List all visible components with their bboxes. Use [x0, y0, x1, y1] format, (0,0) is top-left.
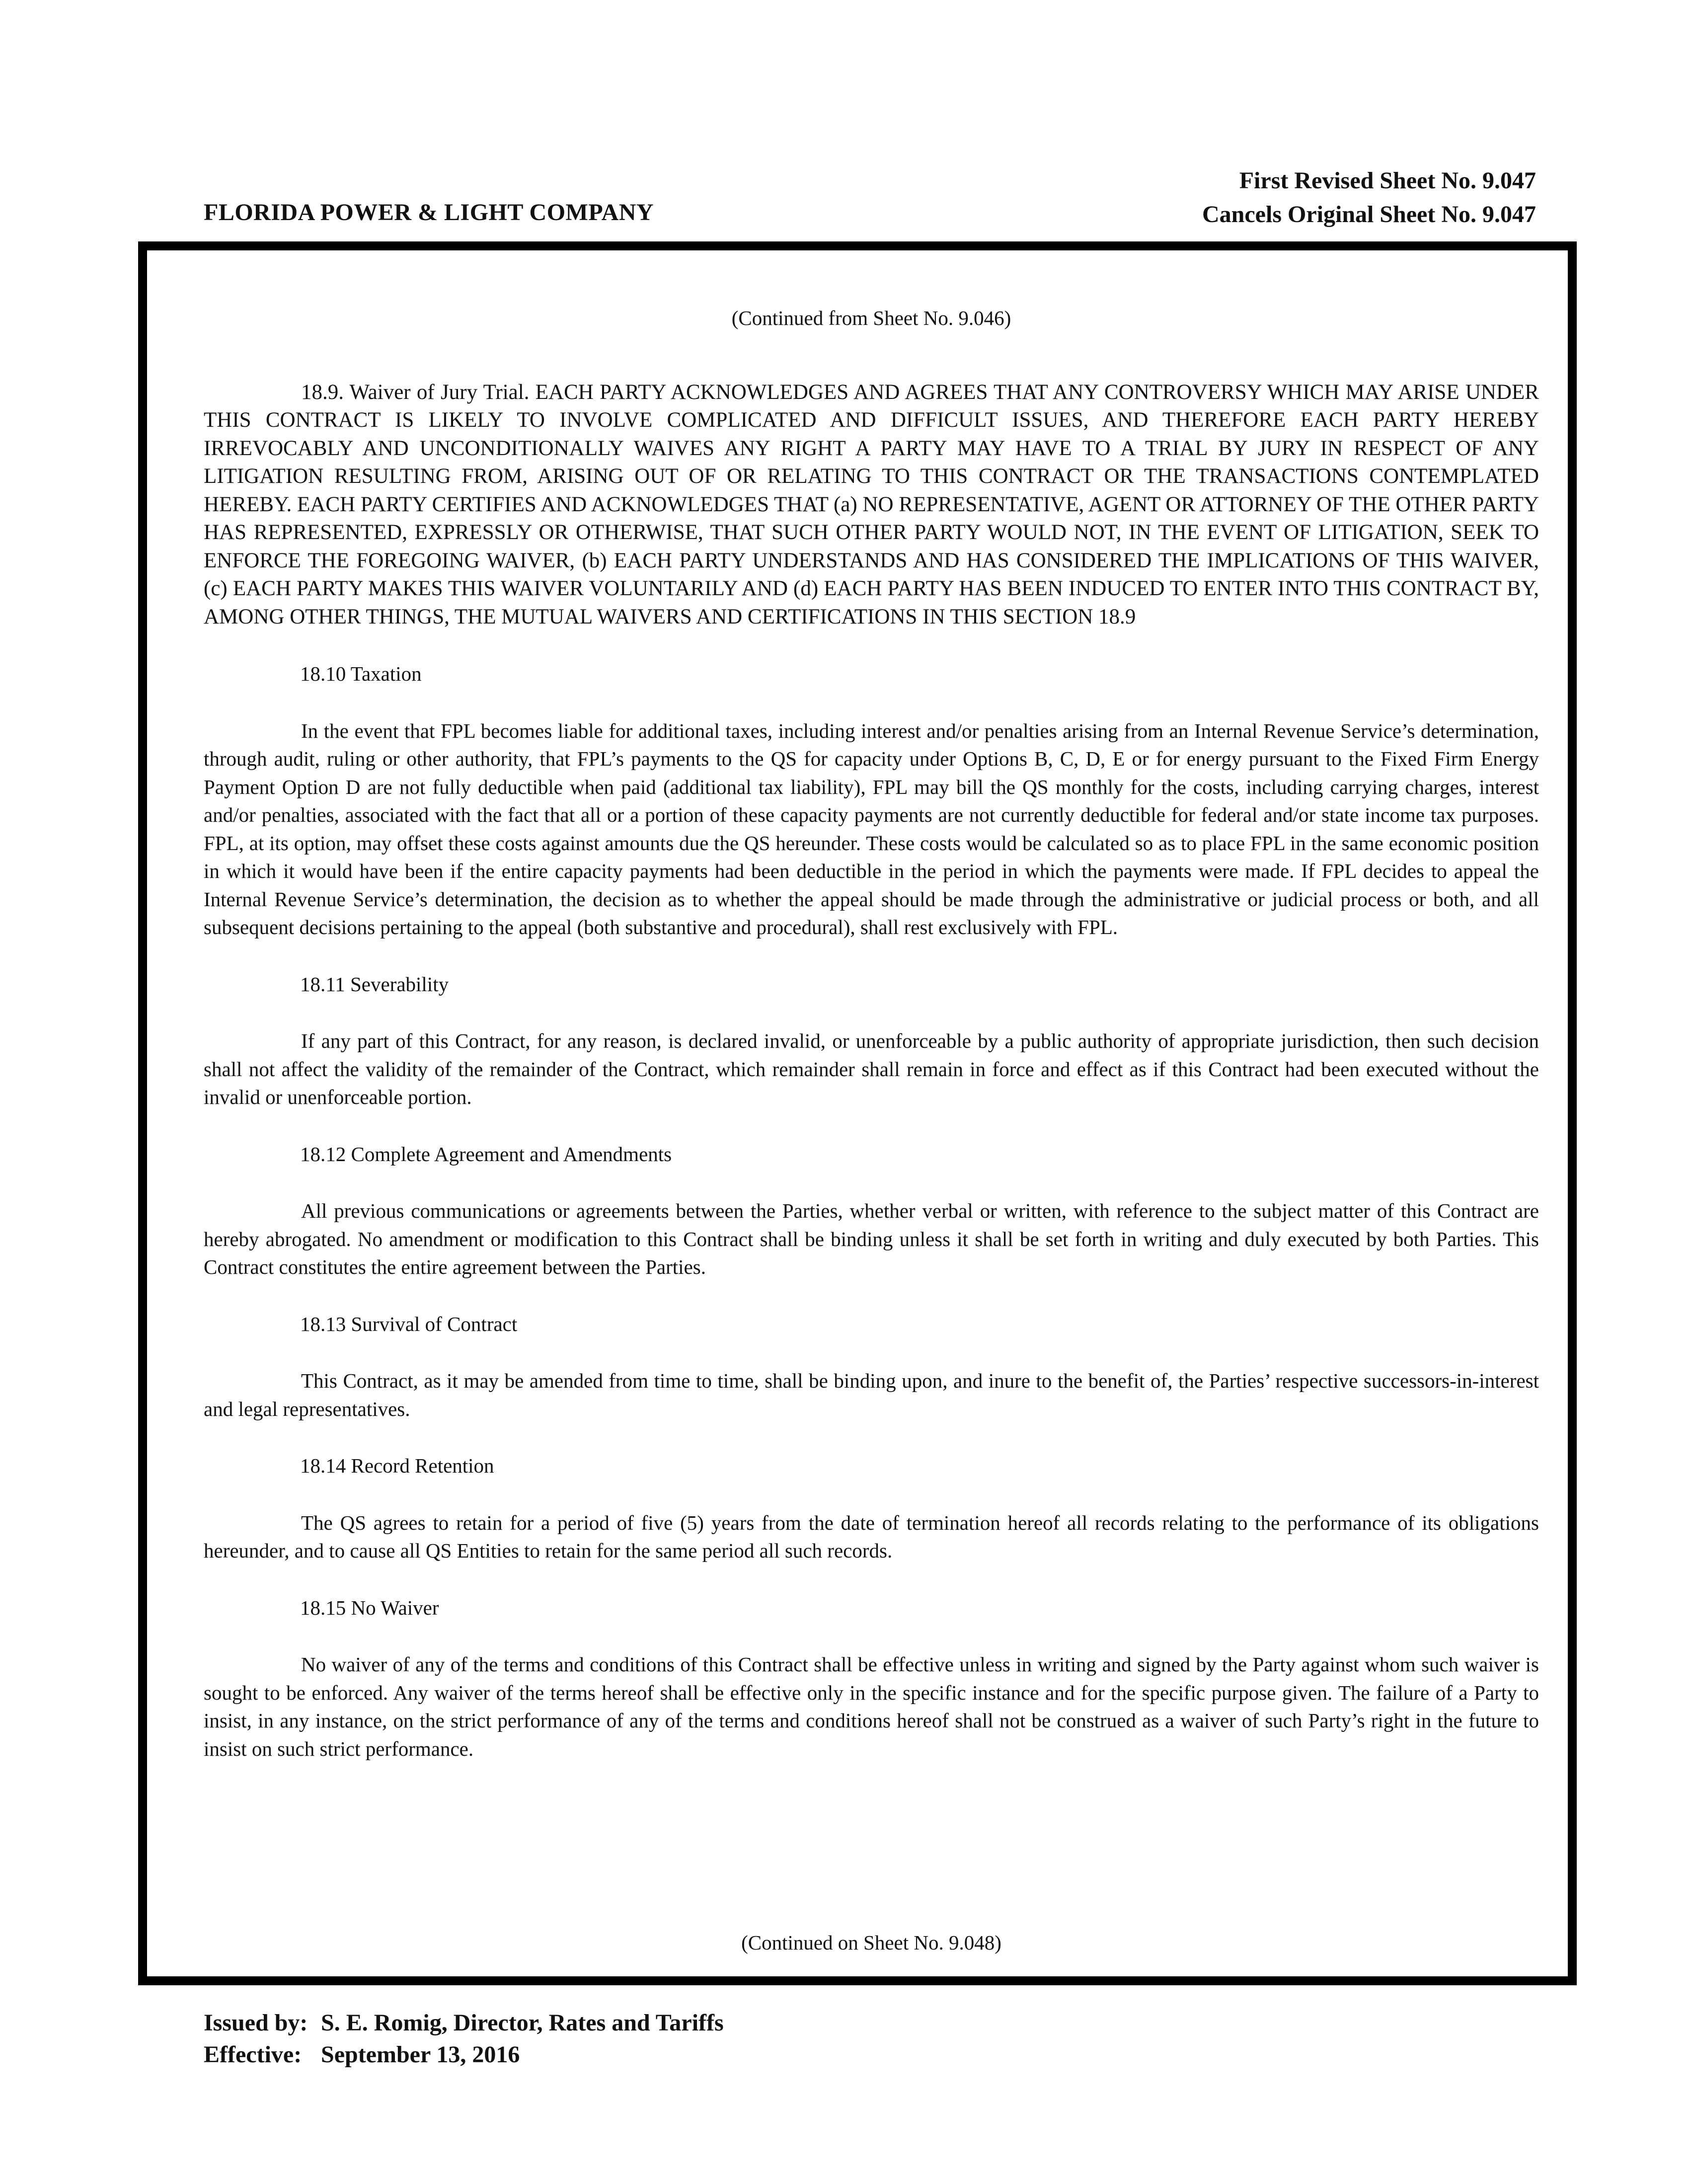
company-name: FLORIDA POWER & LIGHT COMPANY — [204, 199, 654, 226]
section-18-13-text: This Contract, as it may be amended from time to time, shall be binding upon, and inure to the benefit of, the Parties’ respective successors-in-interest and legal representatives. — [204, 1369, 1539, 1420]
section-18-10-heading: 18.10 Taxation — [300, 662, 422, 685]
sheet-number-block — [1202, 164, 1536, 232]
section-18-15-text: No waiver of any of the terms and conditions of this Contract shall be effective unless in writing and signed by the Party against whom such waiver is sought to be enforced. Any waiver of the terms hereof shall be effective only in the specific instance and for the specific purpose given. The failure of a Party to insist, in any instance, on the strict performance of any of the terms and conditions hereof shall not be construed as a waiver of such Party’s right in the future to insist on such strict performance. — [204, 1653, 1539, 1760]
issuance-footer — [204, 2007, 724, 2071]
section-18-12-heading: 18.12 Complete Agreement and Amendments — [300, 1142, 672, 1166]
section-18-11-heading: 18.11 Severability — [300, 972, 449, 996]
section-18-14-heading: 18.14 Record Retention — [300, 1454, 494, 1477]
issued-by-value: S. E. Romig, Director, Rates and Tariffs — [321, 2010, 724, 2036]
continued-on-note: (Continued on Sheet No. 9.048) — [741, 1931, 1001, 1954]
sheet-cancels-line: Cancels Original Sheet No. 9.047 — [1202, 201, 1536, 228]
section-18-10-text: In the event that FPL becomes liable for additional taxes, including interest and/or penalties arising from an Internal Revenue Service’s determination, through audit, ruling or other authority, that FPL’s payments to the QS for capacity under Options B, C, D, E or for energy pursuant to the Fixed Firm Energy Payment Option D are not fully deductible when paid (additional tax liability), FPL may bill the QS monthly for the costs, including carrying charges, interest and/or penalties, associated with the fact that all or a portion of these capacity payments are not currently deductible for federal and/or state income tax purposes. FPL, at its option, may offset these costs against amounts due the QS hereunder. These costs would be calculated so as to place FPL in the same economic position in which it would have been if the entire capacity payments had been deductible in the period in which the payments were made. If FPL decides to appeal the Internal Revenue Service’s determination, the decision as to whether the appeal should be made through the administrative or judicial process or both, and all subsequent decisions pertaining to the appeal (both substantive and procedural), shall rest exclusively with FPL. — [204, 719, 1539, 938]
section-18-11-text: If any part of this Contract, for any reason, is declared invalid, or unenforceable by a public authority of appropriate jurisdiction, then such decision shall not affect the validity of the remainder of the Contract, which remainder shall remain in force and effect as if this Contract had been executed without the invalid or unenforceable portion. — [204, 1029, 1539, 1108]
sheet-revision-line: First Revised Sheet No. 9.047 — [1239, 167, 1536, 194]
continued-from-note: (Continued from Sheet No. 9.046) — [731, 307, 1011, 329]
section-18-14-text: The QS agrees to retain for a period of five (5) years from the date of termination hereof all records relating to the performance of its obligations hereunder, and to cause all QS Entities to retain for the same period all such records. — [204, 1511, 1539, 1562]
issued-by-label: Issued by: — [204, 2010, 308, 2036]
tariff-sheet-content — [204, 304, 1539, 1763]
effective-label: Effective: — [204, 2041, 302, 2068]
section-18-12-text: All previous communications or agreements between the Parties, whether verbal or written, with reference to the subject matter of this Contract are hereby abrogated. No amendment or modification to this Contract shall be binding unless it shall be set forth in writing and duly executed by both Parties. This Contract constitutes the entire agreement between the Parties. — [204, 1199, 1539, 1278]
section-18-13-heading: 18.13 Survival of Contract — [300, 1312, 518, 1335]
section-18-15-heading: 18.15 No Waiver — [300, 1596, 439, 1619]
effective-date-row — [204, 2039, 724, 2071]
effective-date-value: September 13, 2016 — [321, 2041, 520, 2068]
section-18-9-waiver-of-jury-trial: 18.9. Waiver of Jury Trial. EACH PARTY ACKNOWLEDGES AND AGREES THAT ANY CONTROVERSY WHICH MAY ARISE UNDER THIS CONTRACT IS LIKELY TO INVOLVE COMPLICATED AND DIFFICULT ISSUES, AND THEREFORE EACH PARTY HEREBY IRREVOCABLY AND UNCONDITIONALLY WAIVES ANY RIGHT A PARTY MAY HAVE TO A TRIAL BY JURY IN RESPECT OF ANY LITIGATION RESULTING FROM, ARISING OUT OF OR RELATING TO THIS CONTRACT OR THE TRANSACTIONS CONTEMPLATED HEREBY. EACH PARTY CERTIFIES AND ACKNOWLEDGES THAT (a) NO REPRESENTATIVE, AGENT OR ATTORNEY OF THE OTHER PARTY HAS REPRESENTED, EXPRESSLY OR OTHERWISE, THAT SUCH OTHER PARTY WOULD NOT, IN THE EVENT OF LITIGATION, SEEK TO ENFORCE THE FOREGOING WAIVER, (b) EACH PARTY UNDERSTANDS AND HAS CONSIDERED THE IMPLICATIONS OF THIS WAIVER, (c) EACH PARTY MAKES THIS WAIVER VOLUNTARILY AND (d) EACH PARTY HAS BEEN INDUCED TO ENTER INTO THIS CONTRACT BY, AMONG OTHER THINGS, THE MUTUAL WAIVERS AND CERTIFICATIONS IN THIS SECTION 18.9 — [204, 380, 1539, 628]
issued-by-row — [204, 2007, 724, 2039]
